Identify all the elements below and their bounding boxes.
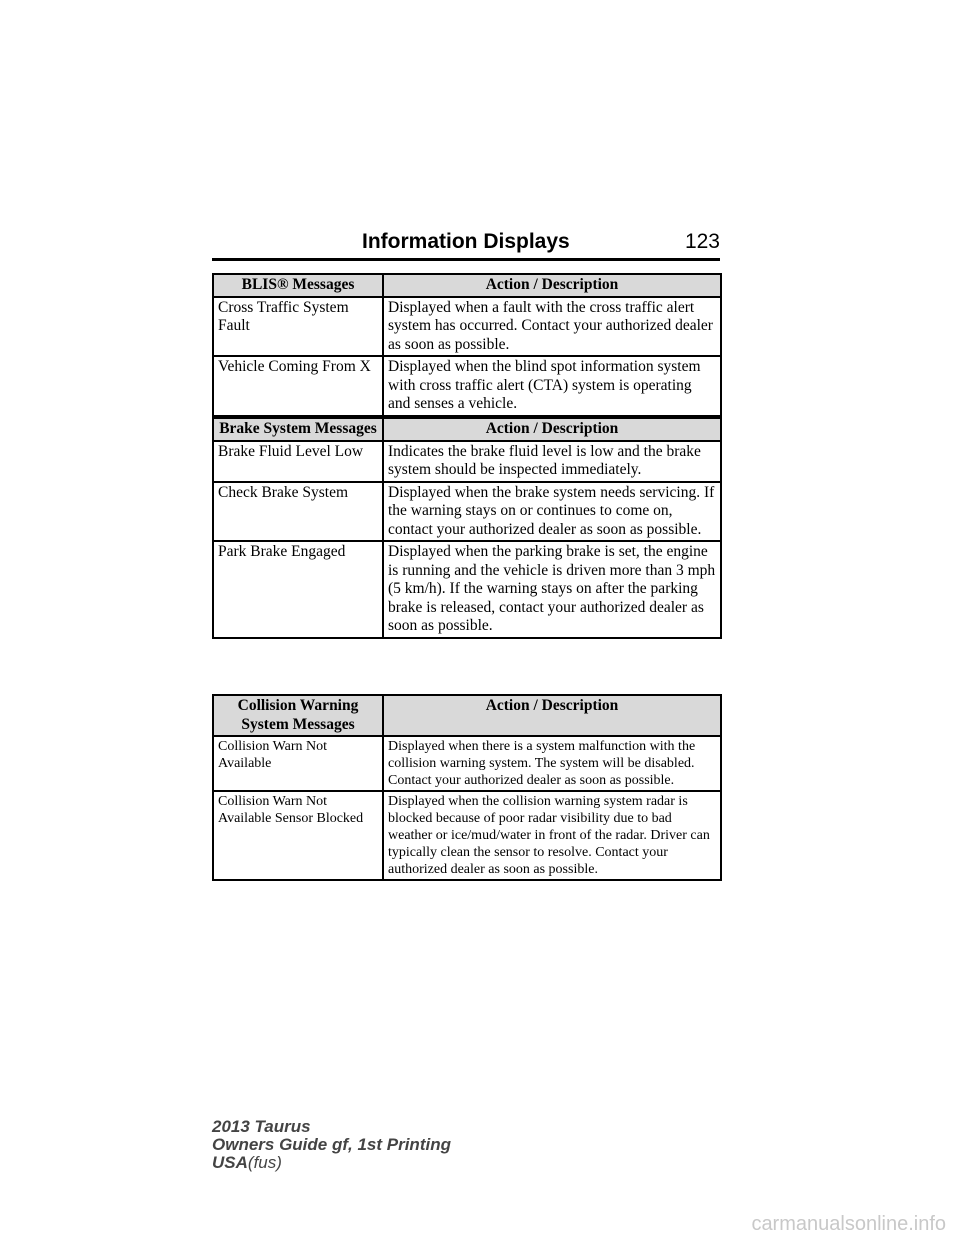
- table-row: [213, 482, 721, 542]
- description-cell: Displayed when there is a system malfunction with the collision warning system. The system will be disabled. Contact your authorized dealer as soon as possible.: [383, 736, 721, 791]
- collision-warning-messages-table: [212, 694, 722, 881]
- column-header: Action / Description: [383, 695, 721, 736]
- column-header: Brake System Messages: [213, 418, 383, 441]
- table-row: [213, 736, 721, 791]
- table-row: [213, 541, 721, 638]
- table-row: [213, 297, 721, 357]
- footer-region: [212, 1154, 451, 1172]
- message-cell: Cross Traffic System Fault: [213, 297, 383, 357]
- page-header: [212, 228, 720, 261]
- column-header: Collision Warning System Messages: [213, 695, 383, 736]
- description-cell: Displayed when a fault with the cross traffic alert system has occurred. Contact your authorized dealer as soon as possible.: [383, 297, 721, 357]
- column-header: Action / Description: [383, 274, 721, 297]
- message-cell: Collision Warn Not Available Sensor Blocked: [213, 791, 383, 880]
- footer-region-suffix: (fus): [247, 1153, 282, 1172]
- message-cell: Vehicle Coming From X: [213, 356, 383, 416]
- brake-system-messages-table: [212, 417, 722, 639]
- description-cell: Displayed when the blind spot information system with cross traffic alert (CTA) system is operating and senses a vehicle.: [383, 356, 721, 416]
- column-header: BLIS® Messages: [213, 274, 383, 297]
- table-header-row: [213, 274, 721, 297]
- table-row: [213, 356, 721, 416]
- message-cell: Check Brake System: [213, 482, 383, 542]
- site-watermark: carmanualsonline.info: [751, 1213, 946, 1235]
- table-row: [213, 441, 721, 482]
- description-cell: Displayed when the collision warning system radar is blocked because of poor radar visibility due to bad weather or ice/mud/water in front of the radar. Driver can typically clean the sensor to resolve. Contact your authorized dealer as soon as possible.: [383, 791, 721, 880]
- description-cell: Indicates the brake fluid level is low and the brake system should be inspected immediately.: [383, 441, 721, 482]
- table-header-row: [213, 418, 721, 441]
- message-cell: Park Brake Engaged: [213, 541, 383, 638]
- footer-model: 2013 Taurus: [212, 1117, 311, 1136]
- column-header: Action / Description: [383, 418, 721, 441]
- footer-region-main: USA: [212, 1153, 248, 1172]
- blis-messages-table: [212, 273, 722, 417]
- description-cell: Displayed when the parking brake is set, the engine is running and the vehicle is driven more than 3 mph (5 km/h). If the warning stays on after the parking brake is released, contact your authorized dealer as soon as possible.: [383, 541, 721, 638]
- table-header-row: [213, 695, 721, 736]
- section-title: Information Displays: [362, 230, 570, 253]
- footer-edition: Owners Guide gf, 1st Printing: [212, 1135, 451, 1154]
- page-number: 123: [684, 230, 720, 253]
- table-row: [213, 791, 721, 880]
- description-cell: Displayed when the brake system needs servicing. If the warning stays on or continues to come on, contact your authorized dealer as soon as possible.: [383, 482, 721, 542]
- message-cell: Brake Fluid Level Low: [213, 441, 383, 482]
- message-cell: Collision Warn Not Available: [213, 736, 383, 791]
- print-footer: [212, 1118, 451, 1172]
